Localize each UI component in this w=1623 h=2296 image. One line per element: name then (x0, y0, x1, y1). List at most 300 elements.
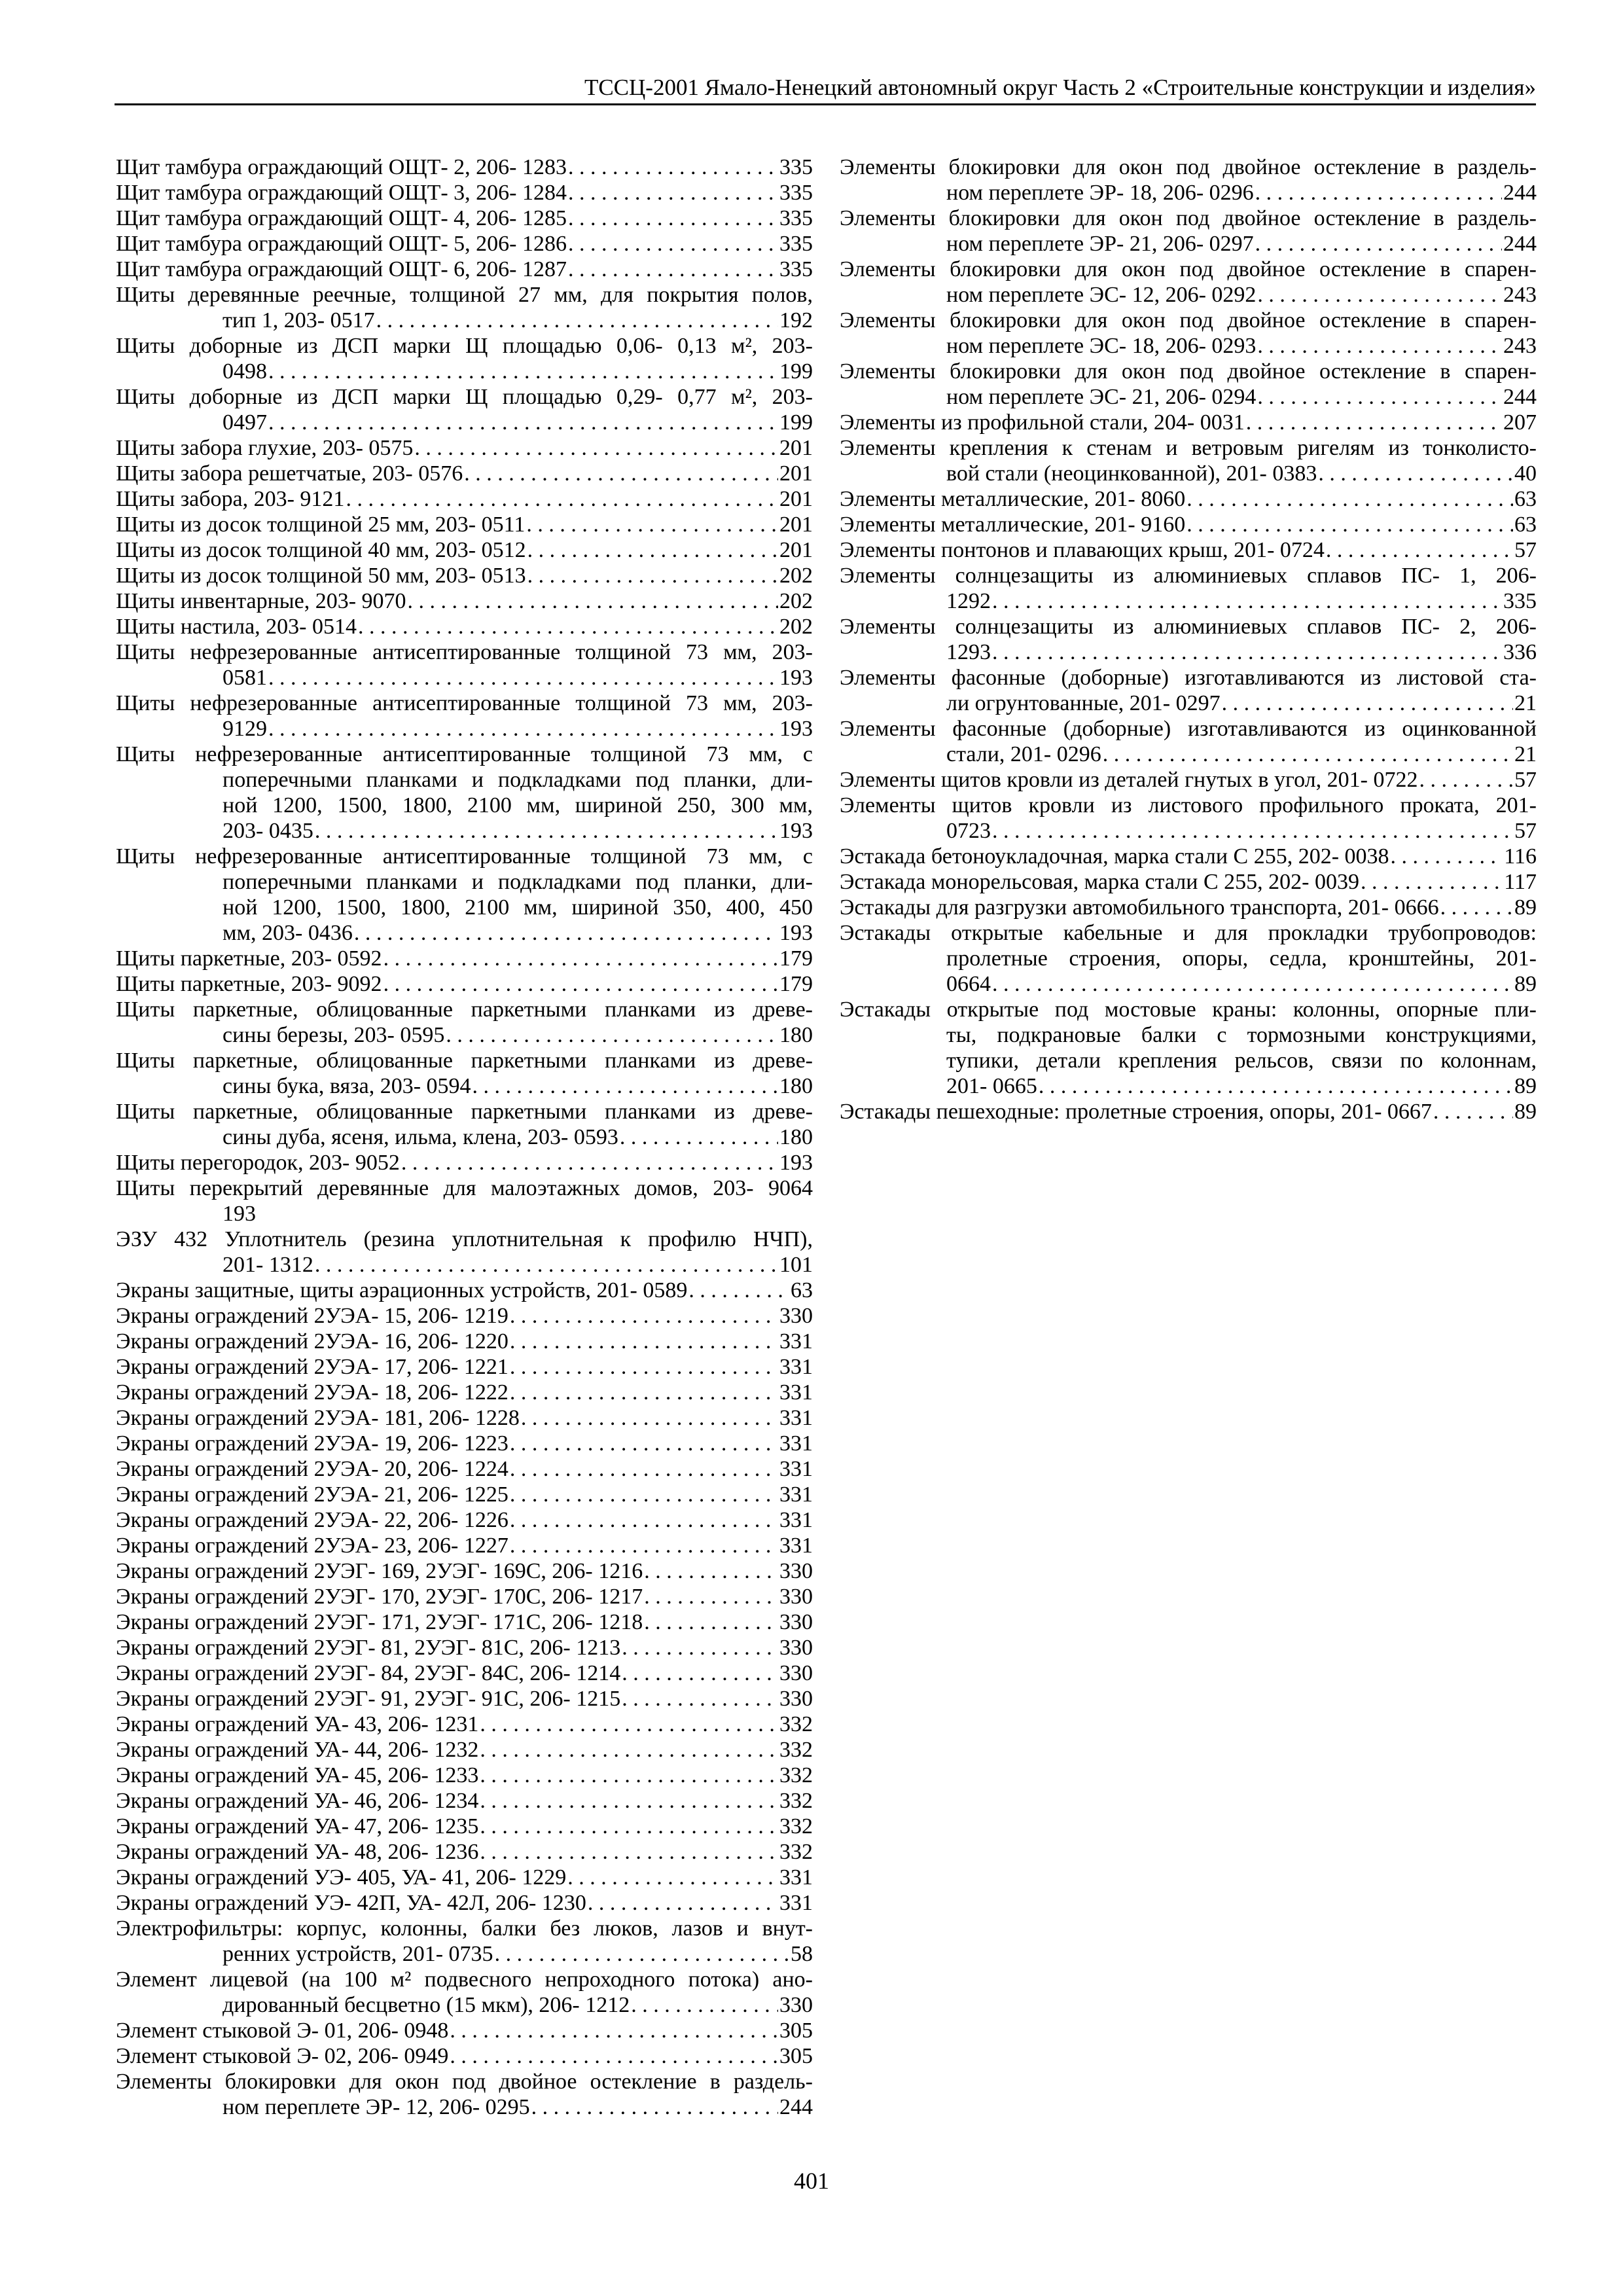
dot-leader (1257, 282, 1502, 308)
dot-leader (1433, 1099, 1513, 1124)
index-entry (116, 333, 813, 384)
index-entry-line (116, 1533, 813, 1558)
index-entry-line: Элемент лицевой (на 100 м² подвесного непроходного потока) ано- (116, 1967, 813, 1992)
index-entry-line: Эстакады открытые кабельные и для прокладки трубопроводов: (840, 921, 1537, 945)
index-entry-line: пролетные строения, опоры, седла, кронштейны, 201- (946, 946, 1537, 971)
index-entry (116, 1456, 813, 1482)
index-entry (116, 1354, 813, 1380)
index-entry-line (840, 895, 1537, 920)
index-entry-line (116, 1558, 813, 1584)
index-entry (840, 154, 1537, 206)
index-entry-line: Элементы блокировки для окон под двойное остекление в раздель- (840, 155, 1537, 179)
index-entry-page: 202 (779, 589, 813, 613)
dot-leader (521, 1405, 778, 1431)
index-entry-text: ном переплете ЭС- 12, 206- 0292 (946, 283, 1257, 307)
index-entry-page: 199 (779, 359, 813, 384)
index-entry-text: Экраны ограждений 2УЭА- 15, 206- 1219 (116, 1304, 508, 1328)
dot-leader (510, 1482, 778, 1507)
index-entry-text: мм, 203- 0436 (223, 921, 353, 945)
index-entry-page: 63 (1514, 487, 1537, 511)
index-entry-page: 335 (779, 181, 813, 205)
index-entry-line: Щиты нефрезерованные антисептированные толщиной 73 мм, 203- (116, 691, 813, 715)
index-entry-page: 332 (779, 1712, 813, 1736)
index-entry-page: 336 (1503, 640, 1537, 664)
index-entry-text: Экраны ограждений 2УЭГ- 81, 2УЭГ- 81С, 206- 1213 (116, 1636, 621, 1660)
index-entry-text: ном переплете ЭР- 21, 206- 0297 (946, 232, 1254, 256)
index-entry-line: Щиты перекрытий деревянные для малоэтажных домов, 203- 9064 (116, 1176, 813, 1200)
index-entry-text: Экраны ограждений УА- 45, 206- 1233 (116, 1763, 479, 1787)
index-entry-page: 305 (779, 2044, 813, 2068)
index-entry (840, 997, 1537, 1099)
index-entry (116, 154, 813, 180)
index-entry-page: 201 (779, 512, 813, 537)
index-entry-line (116, 1354, 813, 1380)
index-entry (116, 588, 813, 614)
dot-leader (1419, 767, 1513, 793)
index-entry-line: Щиты доборные из ДСП марки Щ площадью 0,29- 0,77 м², 203- (116, 385, 813, 409)
dot-leader (480, 1788, 778, 1814)
dot-leader (992, 818, 1513, 844)
dot-leader (1326, 537, 1513, 563)
index-entry-page: 63 (1514, 512, 1537, 537)
index-entry-line: Щиты паркетные, облицованные паркетными планками из древе- (116, 1100, 813, 1124)
index-entry-page: 243 (1503, 283, 1537, 307)
index-entry-line (116, 257, 813, 282)
index-entry-line (116, 920, 813, 946)
index-entry-page: 330 (779, 1610, 813, 1634)
index-entry-line: Элементы блокировки для окон под двойное остекление в раздель- (840, 206, 1537, 230)
index-entry-line: поперечными планками и подкладками под планки, дли- (223, 768, 813, 792)
index-entry-page: 179 (779, 946, 813, 971)
index-entry-text: Экраны ограждений УЭ- 42П, УА- 42Л, 206- 1230 (116, 1891, 586, 1915)
index-entry-text: 0664 (946, 972, 991, 996)
index-entry-page: 330 (779, 1661, 813, 1685)
index-entry (116, 1431, 813, 1456)
index-entry-page: 332 (779, 1789, 813, 1813)
index-entry-line: Элементы крепления к стенам и ветровым ригелям из тонколисто- (840, 436, 1537, 460)
index-entry-line: тупики, детали крепления рельсов, связи по колоннам, (946, 1049, 1537, 1073)
index-entry-page: 207 (1503, 410, 1537, 435)
index-entry-line (116, 1507, 813, 1533)
index-entry-page: 21 (1514, 691, 1537, 715)
index-entry (116, 384, 813, 435)
index-entry-line: Элементы солнцезащиты из алюминиевых сплавов ПС- 2, 206- (840, 615, 1537, 639)
index-entry-page: 330 (779, 1687, 813, 1711)
dot-leader (620, 1124, 778, 1150)
index-entry-text: Экраны ограждений УА- 43, 206- 1231 (116, 1712, 479, 1736)
index-entry-line: Элементы блокировки для окон под двойное остекление в раздель- (116, 2070, 813, 2094)
index-entry-line (116, 946, 813, 971)
index-entry-line (116, 154, 813, 180)
index-entry-line (840, 333, 1537, 359)
index-entry-text: Экраны ограждений 2УЭА- 23, 206- 1227 (116, 1534, 508, 1558)
index-entry-line (116, 1150, 813, 1175)
index-entry (116, 2069, 813, 2120)
index-entry-line: Щиты доборные из ДСП марки Щ площадью 0,06- 0,13 м², 203- (116, 334, 813, 358)
dot-leader (588, 1890, 778, 1916)
dot-leader (383, 971, 778, 997)
index-entry-line (116, 665, 813, 691)
index-entry (116, 1916, 813, 1967)
header-title: ТССЦ-2001 Ямало-Ненецкий автономный округ Часть 2 «Строительные конструкции и изделия» (584, 75, 1536, 100)
index-entry-page: 193 (779, 819, 813, 843)
index-entry-text: Экраны ограждений 2УЭА- 21, 206- 1225 (116, 1482, 508, 1507)
dot-leader (510, 1380, 778, 1405)
index-entry-text: Экраны ограждений 2УЭА- 20, 206- 1224 (116, 1457, 508, 1481)
index-entry (840, 793, 1537, 844)
index-entry (840, 512, 1537, 537)
index-entry-text: Эстакада бетоноукладочная, марка стали С 255, 202- 0038 (840, 844, 1389, 869)
index-entry-page: 331 (779, 1891, 813, 1915)
dot-leader (526, 512, 778, 537)
index-entry-page: 331 (779, 1355, 813, 1379)
dot-leader (992, 639, 1502, 665)
index-entry-text: Щиты забора, 203- 9121 (116, 487, 345, 511)
index-entry-page: 201 (779, 461, 813, 486)
index-entry (116, 1303, 813, 1329)
index-entry-page: 89 (1514, 1100, 1537, 1124)
index-entry (116, 1278, 813, 1303)
index-entry-text: Элементы щитов кровли из деталей гнутых в угол, 201- 0722 (840, 768, 1418, 792)
index-entry (116, 1533, 813, 1558)
index-entry (116, 1635, 813, 1660)
dot-leader (1361, 869, 1503, 895)
index-entry-line (116, 1303, 813, 1329)
dot-leader (1255, 180, 1502, 206)
dot-leader (446, 1022, 778, 1048)
dot-leader (480, 1737, 778, 1763)
index-entry-page: 89 (1514, 972, 1537, 996)
index-entry-line (116, 2094, 813, 2120)
index-entry-line (116, 1814, 813, 1839)
index-entry-line (116, 410, 813, 435)
index-entry-line (116, 1329, 813, 1354)
index-entry-page: 331 (779, 1534, 813, 1558)
index-entry (116, 231, 813, 257)
index-entry-text: 1292 (946, 589, 991, 613)
index-entry-page: 180 (779, 1023, 813, 1047)
index-entry-line (840, 1099, 1537, 1124)
dot-leader (644, 1609, 778, 1635)
dot-leader (1222, 691, 1513, 716)
index-entry-text: ном переплете ЭС- 21, 206- 0294 (946, 385, 1257, 409)
index-entry (116, 1048, 813, 1099)
index-entry (116, 282, 813, 333)
index-entry-text: Щит тамбура ограждающий ОЩТ- 5, 206- 1286 (116, 232, 567, 256)
index-entry (840, 716, 1537, 767)
index-entry-line (116, 1609, 813, 1635)
index-entry-line (116, 588, 813, 614)
index-entry (116, 971, 813, 997)
index-entry-line (116, 486, 813, 512)
dot-leader (408, 588, 778, 614)
index-entry-text: 193 (223, 1202, 256, 1226)
index-entry-text: 0581 (223, 666, 267, 690)
index-entry-page: 101 (779, 1253, 813, 1277)
index-entry-text: Экраны ограждений УА- 47, 206- 1235 (116, 1814, 479, 1839)
index-entry (116, 1227, 813, 1278)
index-entry-line (116, 1660, 813, 1686)
index-entry-line (840, 588, 1537, 614)
index-entry-page: 332 (779, 1763, 813, 1787)
index-entry-line (840, 742, 1537, 767)
index-entry-text: Экраны ограждений 2УЭА- 18, 206- 1222 (116, 1380, 508, 1405)
index-entry-text: ном переплете ЭР- 12, 206- 0295 (223, 2095, 530, 2119)
index-entry-line (116, 231, 813, 257)
dot-leader (510, 1507, 778, 1533)
index-entry-line: Электрофильтры: корпус, колонны, балки без люков, лазов и внут- (116, 1916, 813, 1941)
dot-leader (480, 1814, 778, 1839)
index-entry-text: сины бука, вяза, 203- 0594 (223, 1074, 471, 1098)
running-header (115, 73, 1536, 105)
index-entry (116, 742, 813, 844)
index-entry-page: 63 (791, 1278, 813, 1302)
index-entry-text: Щиты паркетные, 203- 0592 (116, 946, 382, 971)
dot-leader (992, 588, 1502, 614)
index-entry-text: 0723 (946, 819, 991, 843)
index-entry-page: 331 (779, 1431, 813, 1456)
dot-leader (268, 716, 778, 742)
index-entry-text: стали, 201- 0296 (946, 742, 1101, 766)
dot-leader (1391, 844, 1503, 869)
index-entry-text: Экраны защитные, щиты аэрационных устройств, 201- 0589 (116, 1278, 688, 1302)
index-entry-text: Элементы металлические, 201- 9160 (840, 512, 1186, 537)
index-entry-line (840, 869, 1537, 895)
index-entry-page: 57 (1514, 538, 1537, 562)
index-entry-line (116, 2043, 813, 2069)
index-entry-text: Эстакада монорельсовая, марка стали С 255, 202- 0039 (840, 870, 1359, 894)
index-entry-text: сины дуба, ясеня, ильма, клена, 203- 0593 (223, 1125, 618, 1149)
index-entry-text: ли огрунтованные, 201- 0297 (946, 691, 1221, 715)
index-entry (116, 1839, 813, 1865)
dot-leader (480, 1712, 778, 1737)
index-entry (840, 869, 1537, 895)
index-entry-line: ты, подкрановые балки с тормозными конструкциями, (946, 1023, 1537, 1047)
dot-leader (1246, 410, 1502, 435)
dot-leader (358, 614, 778, 639)
dot-leader (567, 1865, 778, 1890)
index-entry-text: ном переплете ЭС- 18, 206- 0293 (946, 334, 1257, 358)
index-entry-text: Экраны ограждений 2УЭА- 181, 206- 1228 (116, 1406, 520, 1430)
index-entry-line (840, 231, 1537, 257)
index-entry-line (116, 716, 813, 742)
index-entry (840, 206, 1537, 257)
index-entry-page: 331 (779, 1482, 813, 1507)
index-entry-page: 193 (779, 1151, 813, 1175)
dot-leader (568, 180, 778, 206)
dot-leader (1186, 486, 1513, 512)
index-entry-line (116, 1380, 813, 1405)
index-entry (116, 844, 813, 946)
dot-leader (480, 1839, 778, 1865)
index-entry-text: Щиты забора решетчатые, 203- 0576 (116, 461, 463, 486)
index-entry-line (116, 308, 813, 333)
index-entry-page: 331 (779, 1380, 813, 1405)
index-entry-page: 332 (779, 1738, 813, 1762)
index-entry (116, 691, 813, 742)
index-entry-text: Экраны ограждений 2УЭА- 16, 206- 1220 (116, 1329, 508, 1354)
dot-leader (1257, 333, 1502, 359)
index-entry (116, 1737, 813, 1763)
index-entry (840, 844, 1537, 869)
index-entry-text: Элемент стыковой Э- 01, 206- 0948 (116, 2018, 449, 2043)
index-entry-text: Щит тамбура ограждающий ОЩТ- 2, 206- 1283 (116, 155, 567, 179)
index-entry-line (840, 512, 1537, 537)
dot-leader (510, 1329, 778, 1354)
index-entry (116, 563, 813, 588)
dot-leader (510, 1354, 778, 1380)
index-entry-page: 199 (779, 410, 813, 435)
index-entry-line (116, 1278, 813, 1303)
index-entry-line: Элементы блокировки для окон под двойное остекление в спарен- (840, 257, 1537, 281)
dot-leader (1255, 231, 1502, 257)
index-entry (116, 1890, 813, 1916)
index-entry-text: Элементы металлические, 201- 8060 (840, 487, 1186, 511)
dot-leader (622, 1686, 778, 1712)
index-entry-page: 332 (779, 1814, 813, 1839)
index-entry-page: 179 (779, 972, 813, 996)
index-entry (116, 1584, 813, 1609)
dot-leader (531, 2094, 778, 2120)
dot-leader (568, 257, 778, 282)
index-entry-text: Элементы из профильной стали, 204- 0031 (840, 410, 1245, 435)
index-entry-line (840, 971, 1537, 997)
index-entry (116, 1175, 813, 1227)
index-entry (116, 1380, 813, 1405)
index-entry-page: 57 (1514, 819, 1537, 843)
dot-leader (1440, 895, 1513, 920)
index-entry-line (840, 282, 1537, 308)
index-entry (840, 614, 1537, 665)
index-entry-text: Экраны ограждений 2УЭГ- 91, 2УЭГ- 91С, 206- 1215 (116, 1687, 621, 1711)
index-entry-page: 331 (779, 1329, 813, 1354)
index-entry (116, 1099, 813, 1150)
index-entry (116, 1482, 813, 1507)
index-entry-page: 201 (779, 487, 813, 511)
index-entry-page: 117 (1504, 870, 1537, 894)
dot-leader (568, 206, 778, 231)
dot-leader (354, 920, 778, 946)
index-entry (116, 997, 813, 1048)
dot-leader (510, 1456, 778, 1482)
index-entry (116, 1712, 813, 1737)
index-entry-line (116, 1788, 813, 1814)
index-entry-line (116, 1252, 813, 1278)
index-entry-page: 57 (1514, 768, 1537, 792)
index-entry-text: 9129 (223, 717, 267, 741)
index-entry-line (116, 2018, 813, 2043)
index-entry (840, 410, 1537, 435)
dot-leader (376, 308, 778, 333)
index-entry-line (116, 461, 813, 486)
index-entry-page: 331 (779, 1406, 813, 1430)
index-entry (840, 920, 1537, 997)
dot-leader (1039, 1073, 1513, 1099)
index-entry-line (840, 486, 1537, 512)
index-entry-line (116, 206, 813, 231)
dot-leader (622, 1660, 778, 1686)
index-entry-page: 202 (779, 564, 813, 588)
index-entry-page: 335 (779, 155, 813, 179)
dot-leader (480, 1763, 778, 1788)
index-entry-line: Щиты нефрезерованные антисептированные толщиной 73 мм, с (116, 742, 813, 766)
index-entry-text: сины березы, 203- 0595 (223, 1023, 445, 1047)
index-entry-text: Экраны ограждений УА- 46, 206- 1234 (116, 1789, 479, 1813)
index-entry-text: Щиты настила, 203- 0514 (116, 615, 357, 639)
index-entry-page: 58 (791, 1942, 813, 1966)
index-entry (116, 537, 813, 563)
index-entry-text: Щиты перегородок, 203- 9052 (116, 1151, 400, 1175)
dot-leader (510, 1303, 778, 1329)
dot-leader (644, 1558, 778, 1584)
index-entry-line (116, 1584, 813, 1609)
index-entry-page: 331 (779, 1457, 813, 1481)
index-entry (840, 895, 1537, 920)
index-entry-text: Экраны ограждений 2УЭА- 19, 206- 1223 (116, 1431, 508, 1456)
index-entry-page: 330 (779, 1636, 813, 1660)
index-entry-line (116, 1839, 813, 1865)
index-entry-line: Элементы блокировки для окон под двойное остекление в спарен- (840, 308, 1537, 332)
index-entry-page: 330 (779, 1304, 813, 1328)
index-entry-text: Щит тамбура ограждающий ОЩТ- 4, 206- 1285 (116, 206, 567, 230)
index-entry-text: Экраны ограждений 2УЭГ- 170, 2УЭГ- 170С, 206- 1217 (116, 1585, 643, 1609)
index-entry (116, 639, 813, 691)
index-entry-text: Щиты инвентарные, 203- 9070 (116, 589, 406, 613)
index-entry (840, 257, 1537, 308)
index-entry-page: 305 (779, 2018, 813, 2043)
index-entry-line (840, 691, 1537, 716)
dot-leader (464, 461, 778, 486)
index-entry (116, 1660, 813, 1686)
index-entry-line (840, 1073, 1537, 1099)
index-entry-text: Экраны ограждений 2УЭА- 17, 206- 1221 (116, 1355, 508, 1379)
index-entry-text: Экраны ограждений 2УЭГ- 84, 2УЭГ- 84С, 206- 1214 (116, 1661, 621, 1685)
dot-leader (346, 486, 778, 512)
dot-leader (1257, 384, 1502, 410)
dot-leader (315, 1252, 778, 1278)
index-entry-line (840, 767, 1537, 793)
index-entry-page: 180 (779, 1074, 813, 1098)
index-entry-page: 330 (779, 1585, 813, 1609)
index-entry-line: Щиты паркетные, облицованные паркетными планками из древе- (116, 1049, 813, 1073)
dot-leader (268, 410, 778, 435)
index-entry (116, 946, 813, 971)
index-entry-text: Экраны ограждений УЭ- 405, УА- 41, 206- 1229 (116, 1865, 567, 1890)
index-entry-line (116, 1482, 813, 1507)
index-entry-page: 40 (1514, 461, 1537, 486)
dot-leader (631, 1992, 778, 2018)
index-entry-page: 193 (779, 921, 813, 945)
index-entry-line (116, 1712, 813, 1737)
index-entry (840, 767, 1537, 793)
index-entry-line (116, 1890, 813, 1916)
index-entry-line (116, 1763, 813, 1788)
index-entry-line (116, 1865, 813, 1890)
dot-leader (268, 665, 778, 691)
index-entry-line (116, 1405, 813, 1431)
index-entry (840, 1099, 1537, 1124)
dot-leader (510, 1431, 778, 1456)
index-entry-text: Щиты из досок толщиной 40 мм, 203- 0512 (116, 538, 526, 562)
index-column-left (116, 154, 813, 2120)
index-entry-line (116, 1431, 813, 1456)
index-entry (116, 1609, 813, 1635)
dot-leader (568, 231, 778, 257)
index-entry-line (116, 359, 813, 384)
index-entry (840, 563, 1537, 614)
index-entry-line: Щиты паркетные, облицованные паркетными планками из древе- (116, 997, 813, 1022)
index-entry-page: 21 (1514, 742, 1537, 766)
